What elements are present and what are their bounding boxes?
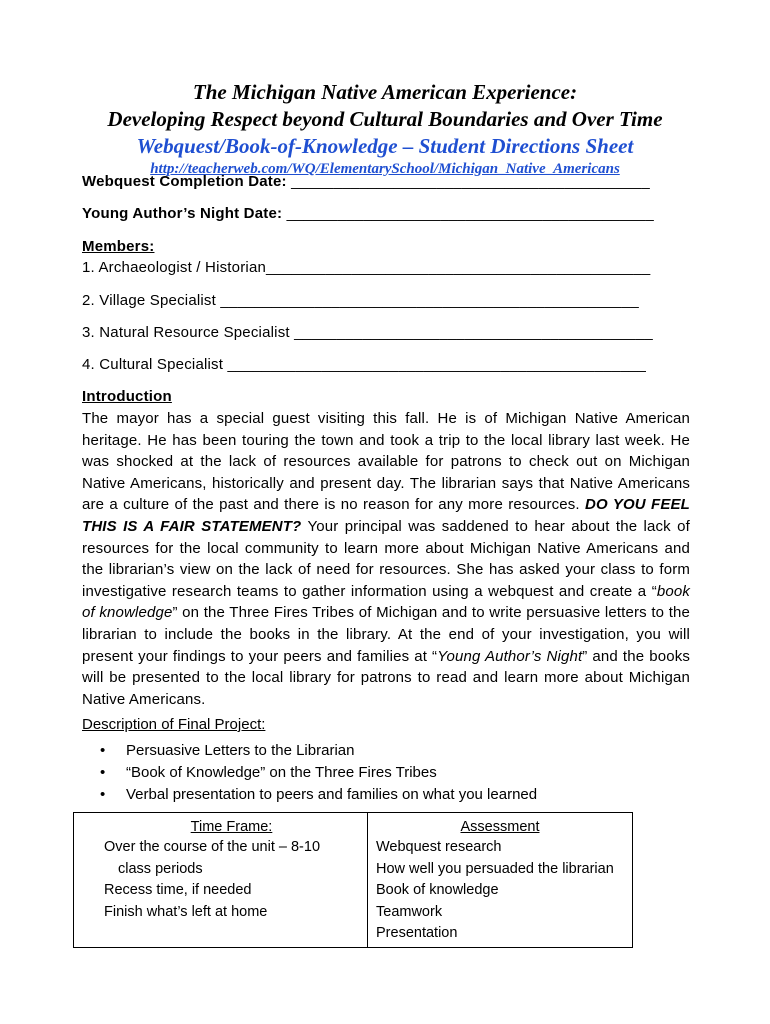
timeframe-line: Over the course of the unit – 8-10 <box>104 839 321 855</box>
intro-text-1: The mayor has a special guest visiting this fall. He is of Michigan Native American heritage. He has been touring the town and took a trip to the local library last week. He was shocked at the lack of resources available for patrons to check out on Michigan Native Americans, historically and present day. The librarian says that Native Americans are a culture of the past and there is no reason for any more resources. <box>82 410 690 514</box>
table-row <box>74 813 633 948</box>
title-line-3: Webquest/Book-of-Knowledge – Student Directions Sheet <box>136 134 634 158</box>
member-line-2: 2. Village Specialist _________________________________________________ <box>82 292 639 309</box>
member-line-3: 3. Natural Resource Specialist __________________________________________ <box>82 324 653 341</box>
list-item <box>100 762 537 784</box>
bullet-icon: • <box>100 764 106 781</box>
intro-text-4: ” and the books will be presented to the local library for patrons to read and learn more about Michigan Native Americans. <box>82 647 691 708</box>
assessment-line: Teamwork <box>376 903 443 920</box>
member-line-4: 4. Cultural Specialist _________________________________________________ <box>82 356 647 373</box>
webquest-url-link[interactable]: http://teacherweb.com/WQ/ElementarySchool/Michigan_Native_Americans <box>150 161 620 177</box>
final-project-heading: Description of Final Project: <box>82 716 266 733</box>
member-line-1: 1. Archaeologist / Historian_____________________________________________ <box>82 259 651 276</box>
completion-date-row <box>82 173 650 190</box>
timeframe-line: Finish what’s left at home <box>104 903 268 920</box>
assessment-header: Assessment <box>460 819 540 835</box>
completion-date-blank: __________________________________________ <box>291 173 650 190</box>
title-line-1: The Michigan Native American Experience: <box>192 80 578 104</box>
authors-night-blank: ___________________________________________ <box>286 205 654 222</box>
final-project-list <box>100 740 537 806</box>
bullet-text: “Book of Knowledge” on the Three Fires Tribes <box>126 764 437 781</box>
timeframe-header: Time Frame: <box>190 819 273 835</box>
bullet-text: Verbal presentation to peers and families on what you learned <box>126 786 538 803</box>
assessment-line: Book of knowledge <box>376 882 499 898</box>
title-line-2: Developing Respect beyond Cultural Boundaries and Over Time <box>107 107 663 131</box>
introduction-paragraph <box>82 408 690 710</box>
intro-text-2: Your principal was saddened to hear about the lack of resources for the local community to learn more about Michigan Native Americans and the librarian’s view on the lack of need for resources. She has asked your class to form investigative research teams to gather information using a webquest and create a “ <box>82 517 690 600</box>
assessment-cell <box>368 813 633 948</box>
intro-text-3: ” on the Three Fires Tribes of Michigan and to write persuasive letters to the librarian to include the books in the library. At the end of your investigation, you will present your findings to your peers and families at “ <box>82 604 690 665</box>
bullet-icon: • <box>100 786 106 803</box>
assessment-line: How well you persuaded the librarian <box>376 860 614 877</box>
timeframe-cell <box>74 813 368 948</box>
list-item <box>100 740 537 762</box>
bullet-icon: • <box>100 742 106 759</box>
list-item <box>100 784 537 806</box>
intro-emphasis: DO YOU FEEL THIS IS A FAIR STATEMENT? <box>82 496 690 535</box>
timeframe-line: class periods <box>118 860 203 877</box>
authors-night-label: Young Author’s Night Date: <box>82 205 283 222</box>
assessment-line: Presentation <box>376 925 458 941</box>
timeframe-line: Recess time, if needed <box>104 882 252 898</box>
intro-book-italic: book of knowledge <box>82 582 690 622</box>
introduction-heading: Introduction <box>82 388 172 405</box>
members-heading: Members: <box>82 238 155 255</box>
authors-night-row <box>82 205 654 222</box>
title-block <box>0 78 770 179</box>
bullet-text: Persuasive Letters to the Librarian <box>126 742 355 759</box>
intro-night-italic: Young Author’s Night <box>437 647 583 665</box>
timeframe-assessment-table <box>73 812 633 948</box>
assessment-line: Webquest research <box>376 839 502 855</box>
completion-date-label: Webquest Completion Date: <box>82 173 287 190</box>
